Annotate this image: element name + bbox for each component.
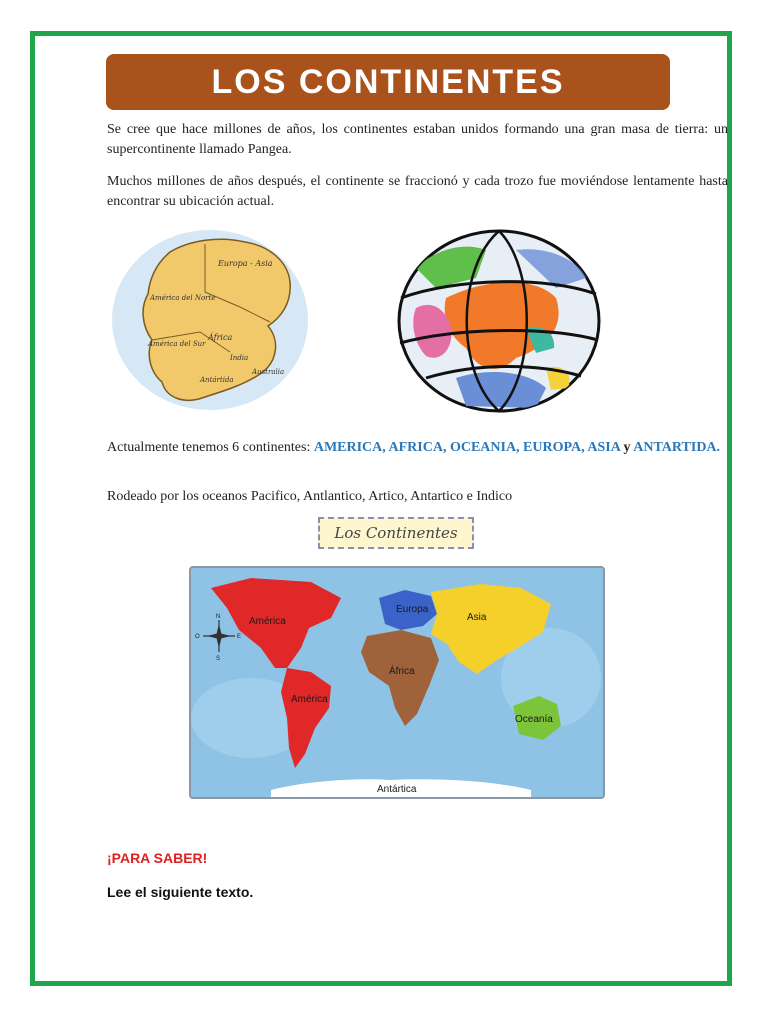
label-asia: Asia bbox=[467, 612, 487, 623]
map-caption-label bbox=[318, 517, 474, 549]
pangea-label-europa-asia: Europa - Asia bbox=[218, 259, 273, 268]
pangea-label-africa: África bbox=[208, 333, 233, 342]
pangea-label-india: India bbox=[230, 354, 249, 362]
pangea-illustration bbox=[110, 222, 310, 414]
title-banner bbox=[106, 54, 670, 110]
world-map bbox=[189, 566, 605, 799]
continents-list: AMERICA, AFRICA, OCEANIA, EUROPA, ASIA bbox=[313, 440, 621, 455]
para-saber-heading: ¡PARA SABER! bbox=[107, 850, 208, 866]
read-instruction: Lee el siguiente texto. bbox=[107, 884, 254, 900]
intro-paragraph-2: Muchos millones de años después, el continente se fraccionó y cada trozo fue moviéndose lentamente hasta encontrar su ubicación actual. bbox=[107, 174, 728, 209]
label-africa: África bbox=[389, 666, 415, 677]
label-america-north: América bbox=[249, 616, 286, 627]
label-america-south: América bbox=[291, 694, 328, 705]
page-title: LOS CONTINENTES bbox=[211, 62, 565, 101]
continents-paragraph bbox=[107, 438, 728, 458]
continents-last: ANTARTIDA bbox=[633, 440, 717, 455]
pangea-label-america-norte: América del Norte bbox=[150, 294, 216, 302]
compass-e: E bbox=[237, 634, 242, 640]
compass-s: S bbox=[216, 656, 221, 662]
label-antartica: Antártica bbox=[377, 784, 417, 795]
pangea-label-antartida: Antártida bbox=[200, 376, 234, 384]
label-oceania: Oceanía bbox=[515, 714, 553, 725]
pangea-label-america-sur: América del Sur bbox=[148, 340, 206, 348]
compass-o: O bbox=[195, 634, 200, 640]
continents-end: . bbox=[716, 440, 721, 455]
continents-conj: y bbox=[620, 440, 634, 455]
map-caption: Los Continentes bbox=[334, 524, 458, 542]
world-map-svg bbox=[191, 568, 603, 797]
globe-illustration bbox=[396, 228, 602, 414]
compass-n: N bbox=[216, 614, 221, 620]
continents-prefix: Actualmente tenemos 6 continentes: bbox=[107, 440, 314, 455]
intro-paragraph-1: Se cree que hace millones de años, los continentes estaban unidos formando una gran masa de tierra: un supercontinente llamado Pangea. bbox=[107, 122, 728, 157]
pangea-label-australia: Australia bbox=[252, 368, 285, 376]
oceans-paragraph: Rodeado por los oceanos Pacifico, Antlantico, Artico, Antartico e Indico bbox=[107, 489, 513, 504]
label-europa: Europa bbox=[396, 604, 429, 615]
